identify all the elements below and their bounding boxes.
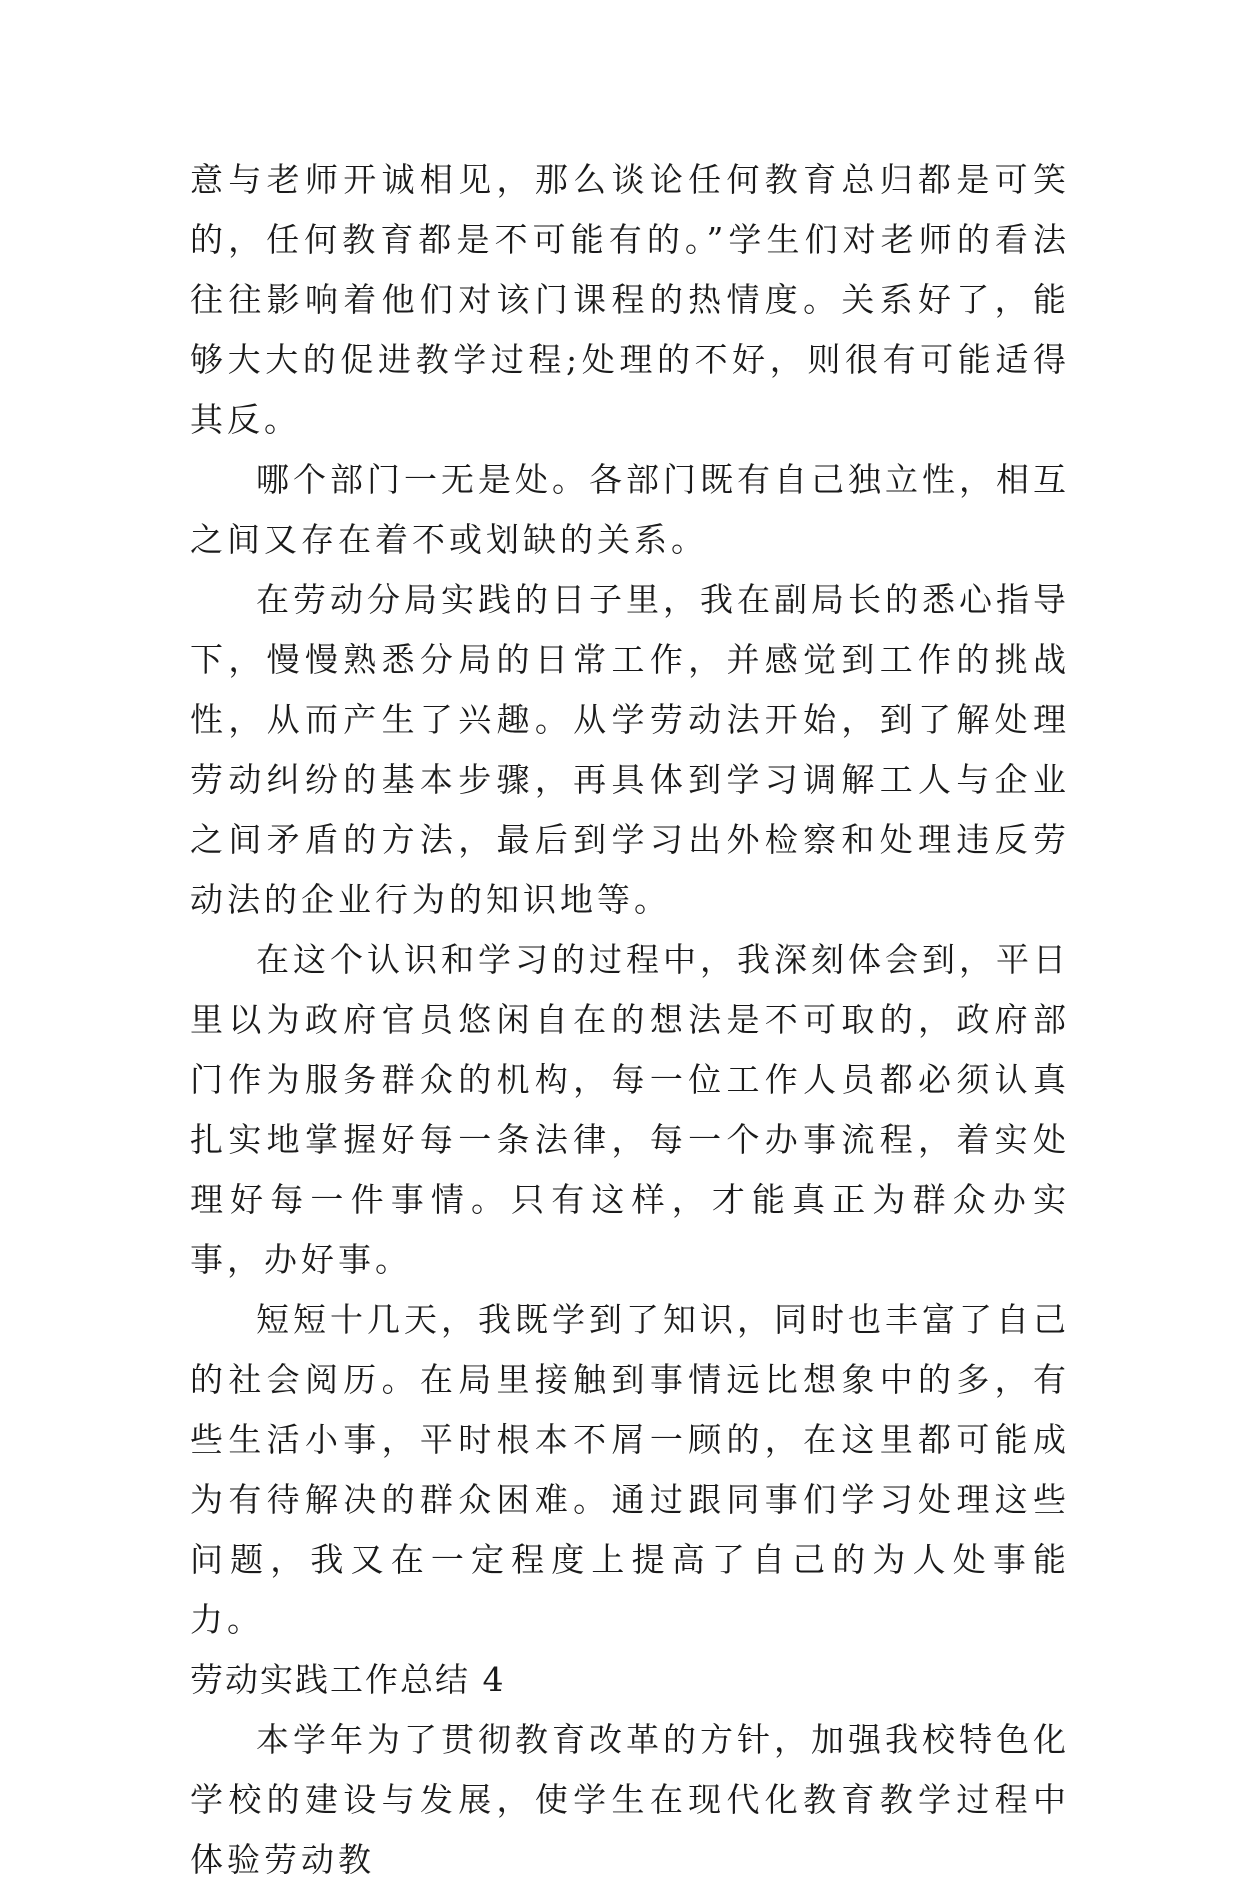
paragraph-school-year: 本学年为了贯彻教育改革的方针，加强我校特色化学校的建设与发展，使学生在现代化教育教学过程中体验劳动教 bbox=[190, 1720, 1070, 1879]
paragraph-experience: 短短十几天，我既学到了知识，同时也丰富了自己的社会阅历。在局里接触到事情远比想象中的多，有些生活小事，平时根本不屑一顾的，在这里都可能成为有待解决的群众困难。通过跟同事们学习处理这些问题，我又在一定程度上提高了自己的为人处事能力。 bbox=[190, 1300, 1070, 1639]
document-body bbox=[190, 150, 1070, 1890]
section-heading: 劳动实践工作总结 4 bbox=[190, 1660, 506, 1699]
paragraph-departments: 哪个部门一无是处。各部门既有自己独立性，相互之间又存在着不或划缺的关系。 bbox=[190, 460, 1070, 559]
paragraph-learning-process: 在这个认识和学习的过程中，我深刻体会到，平日里以为政府官员悠闲自在的想法是不可取的，政府部门作为服务群众的机构，每一位工作人员都必须认真扎实地掌握好每一条法律，每一个办事流程，着实处理好每一件事情。只有这样，才能真正为群众办实事，办好事。 bbox=[190, 940, 1070, 1279]
paragraph-continuation: 意与老师开诚相见，那么谈论任何教育总归都是可笑的，任何教育都是不可能有的。”学生们对老师的看法往往影响着他们对该门课程的热情度。关系好了，能够大大的促进教学过程;处理的不好，则很有可能适得其反。 bbox=[190, 160, 1070, 439]
paragraph-labor-bureau-practice: 在劳动分局实践的日子里，我在副局长的悉心指导下，慢慢熟悉分局的日常工作，并感觉到工作的挑战性，从而产生了兴趣。从学劳动法开始，到了解处理劳动纠纷的基本步骤，再具体到学习调解工人与企业之间矛盾的方法，最后到学习出外检察和处理违反劳动法的企业行为的知识地等。 bbox=[190, 580, 1070, 919]
